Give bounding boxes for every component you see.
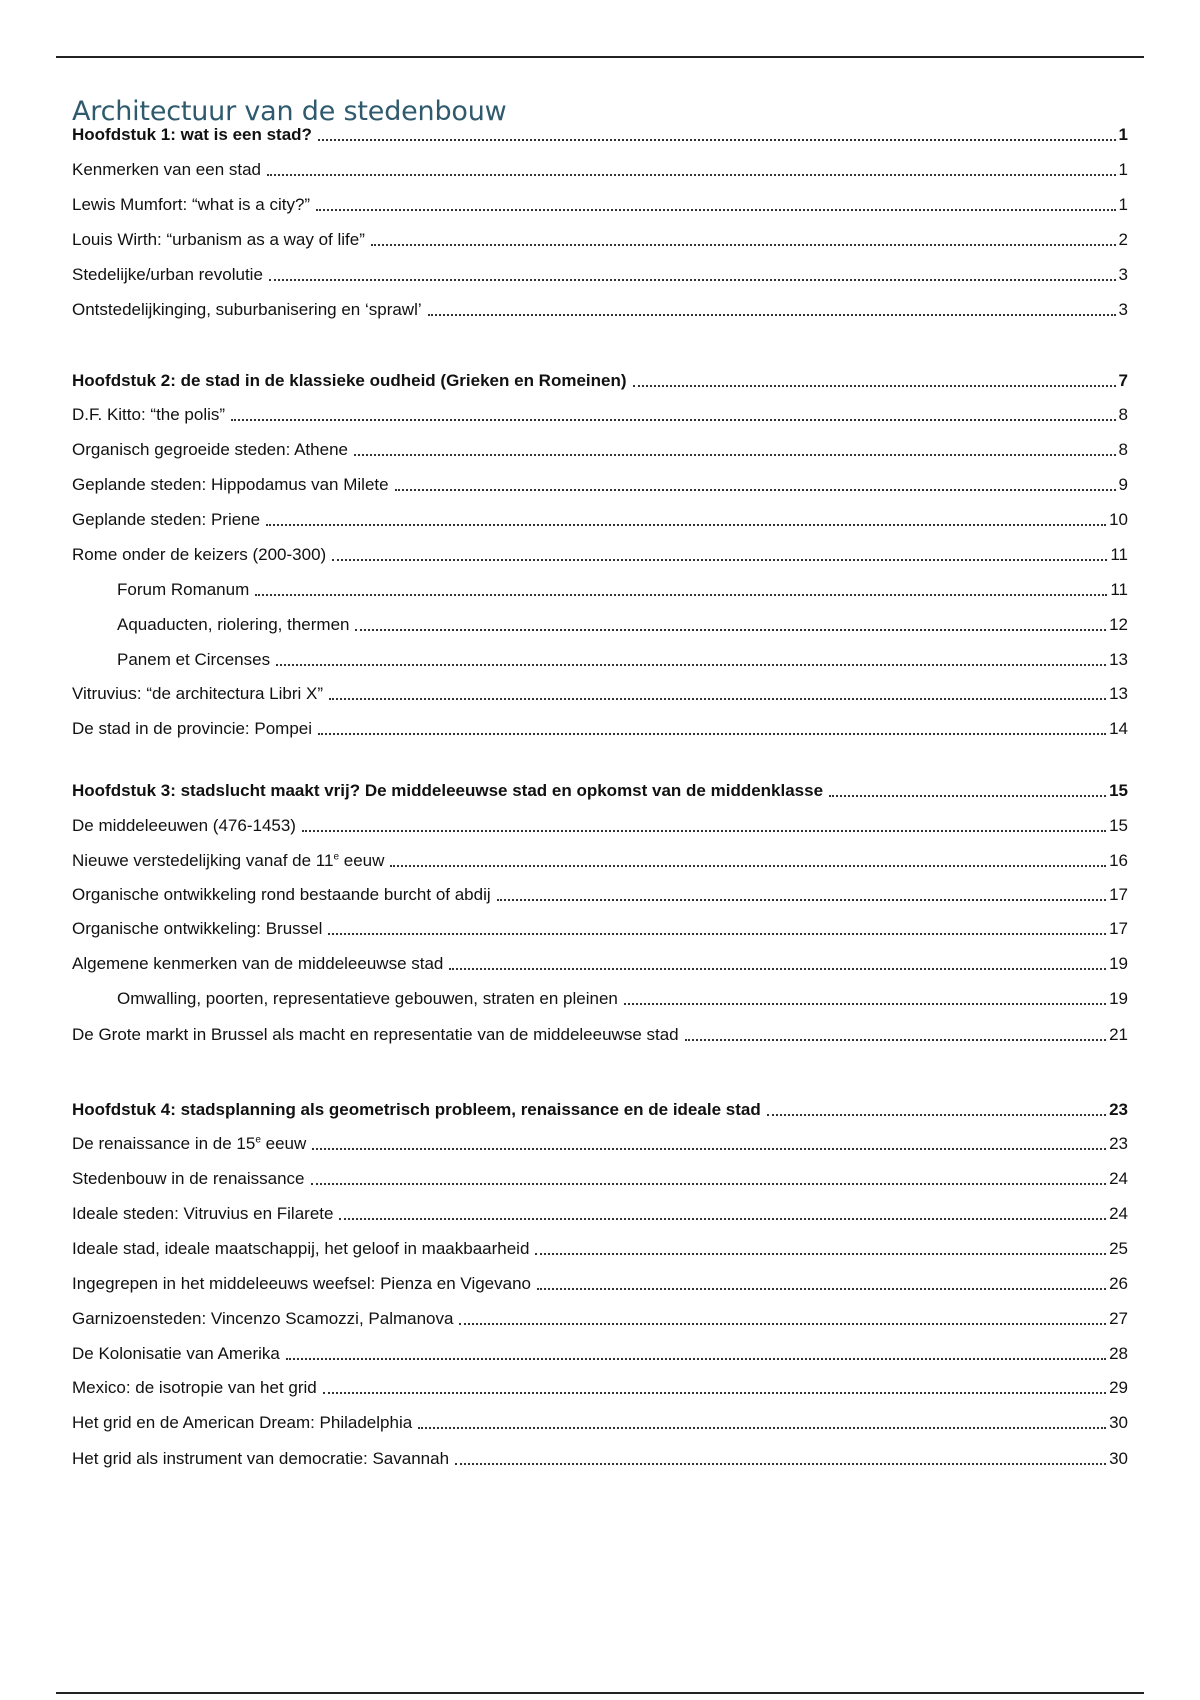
toc-dot-leader <box>685 1039 1106 1041</box>
toc-entry-text: Stedelijke/urban revolutie <box>72 265 263 284</box>
toc-dot-leader <box>633 385 1116 387</box>
toc-entry-text: Forum Romanum <box>117 580 250 599</box>
toc-section-entry[interactable] <box>72 1019 1128 1045</box>
toc-dot-leader <box>449 968 1106 970</box>
toc-section-entry[interactable] <box>72 1163 1128 1189</box>
toc-dot-leader <box>428 314 1116 316</box>
toc-chapter-entry[interactable] <box>72 775 1128 801</box>
toc-page-number: 17 <box>1109 885 1128 904</box>
toc-dot-leader <box>269 279 1116 281</box>
toc-entry-title <box>72 816 302 836</box>
toc-entry-text: Kenmerken van een stad <box>72 160 262 179</box>
toc-dot-leader <box>459 1323 1106 1325</box>
toc-page-number: 24 <box>1109 1169 1128 1188</box>
toc-page-number: 25 <box>1109 1239 1128 1258</box>
toc-entry-title <box>72 1204 339 1224</box>
toc-dot-leader <box>829 795 1106 797</box>
toc-entry-title <box>72 1378 323 1398</box>
toc-chapter-entry[interactable] <box>72 1094 1128 1120</box>
toc-page-number: 8 <box>1118 440 1128 459</box>
toc-page-number: 7 <box>1118 371 1128 390</box>
toc-page-number: 24 <box>1109 1204 1128 1223</box>
toc-entry-text: Organisch gegroeide steden: Athene <box>72 440 348 459</box>
toc-entry-text: De renaissance in de 15 <box>72 1134 256 1153</box>
toc-entry-title <box>72 125 318 145</box>
toc-entry-superscript: e <box>333 851 340 863</box>
toc-entry-title <box>72 195 316 215</box>
toc-section-entry[interactable] <box>72 189 1128 215</box>
toc-entry-text: Organische ontwikkeling: Brussel <box>72 919 323 938</box>
toc-section-entry[interactable] <box>72 469 1128 495</box>
toc-entry-text: Louis Wirth: “urbanism as a way of life” <box>72 230 365 249</box>
toc-entry-title <box>72 265 269 285</box>
toc-entry-title <box>72 1309 459 1329</box>
toc-dot-leader <box>332 559 1107 561</box>
toc-page-number: 30 <box>1109 1413 1128 1432</box>
toc-entry-text: Vitruvius: “de architectura Libri X” <box>72 684 324 703</box>
toc-entry-text: Ideale steden: Vitruvius en Filarete <box>72 1204 334 1223</box>
toc-page-number: 15 <box>1109 781 1128 800</box>
footer-rule <box>56 1692 1144 1694</box>
toc-page-number: 23 <box>1109 1134 1128 1153</box>
toc-entry-title <box>117 650 276 670</box>
toc-entry-title <box>72 160 267 180</box>
toc-entry-text: Ingegrepen in het middeleeuws weefsel: Pienza en Vigevano <box>72 1274 531 1293</box>
toc-page-number: 9 <box>1118 475 1128 494</box>
toc-dot-leader <box>255 594 1107 596</box>
toc-section-entry[interactable] <box>72 845 1128 871</box>
toc-page-number: 13 <box>1109 650 1128 669</box>
toc-page-number: 2 <box>1118 230 1128 249</box>
toc-section-entry[interactable] <box>72 678 1128 704</box>
toc-page-number: 1 <box>1118 125 1128 144</box>
toc-section-entry[interactable] <box>72 913 1128 939</box>
toc-entry-text: D.F. Kitto: “the polis” <box>72 405 226 424</box>
toc-entry-text: Het grid als instrument van democratie: Savannah <box>72 1449 450 1468</box>
toc-dot-leader <box>371 244 1116 246</box>
toc-page-number: 15 <box>1109 816 1128 835</box>
toc-dot-leader <box>354 454 1116 456</box>
toc-page-number: 12 <box>1109 615 1128 634</box>
toc-page-number: 3 <box>1118 300 1128 319</box>
toc-entry-title <box>117 615 355 635</box>
toc-entry-text: Organische ontwikkeling rond bestaande burcht of abdij <box>72 885 491 904</box>
toc-section-entry[interactable] <box>72 1268 1128 1294</box>
toc-entry-title <box>72 919 328 939</box>
toc-entry-title <box>72 1449 455 1469</box>
toc-entry-title <box>72 371 633 391</box>
toc-entry-title <box>72 230 371 250</box>
toc-page-number: 1 <box>1118 195 1128 214</box>
toc-entry-title <box>72 851 390 871</box>
document-title: Architectuur van de stedenbouw <box>72 96 507 127</box>
toc-page-number: 16 <box>1109 851 1128 870</box>
toc-dot-leader <box>311 1183 1107 1185</box>
toc-entry-title <box>72 1239 535 1259</box>
toc-dot-leader <box>418 1427 1106 1429</box>
toc-entry-title <box>72 1274 537 1294</box>
toc-dot-leader <box>318 139 1116 141</box>
toc-entry-title <box>72 1100 767 1120</box>
toc-entry-text: Ideale stad, ideale maatschappij, het geloof in maakbaarheid <box>72 1239 530 1258</box>
toc-dot-leader <box>318 733 1106 735</box>
toc-section-entry[interactable] <box>72 810 1128 836</box>
toc-section-entry[interactable] <box>72 1372 1128 1398</box>
toc-dot-leader <box>339 1218 1106 1220</box>
toc-section-entry[interactable] <box>72 1128 1128 1154</box>
toc-section-entry[interactable] <box>72 224 1128 250</box>
toc-page-number: 13 <box>1109 684 1128 703</box>
toc-entry-title <box>72 1169 311 1189</box>
toc-section-entry[interactable] <box>72 504 1128 530</box>
toc-dot-leader <box>329 698 1106 700</box>
toc-entry-title <box>72 405 231 425</box>
toc-subsection-entry[interactable] <box>117 609 1128 635</box>
toc-section-entry[interactable] <box>72 879 1128 905</box>
toc-dot-leader <box>276 664 1106 666</box>
toc-entry-text: Hoofdstuk 4: stadsplanning als geometrisch probleem, renaissance en de ideale stad <box>72 1100 761 1119</box>
toc-section-entry[interactable] <box>72 1338 1128 1364</box>
toc-dot-leader <box>323 1392 1106 1394</box>
toc-section-entry[interactable] <box>72 1198 1128 1224</box>
toc-entry-title <box>72 1134 312 1154</box>
toc-section-entry[interactable] <box>72 948 1128 974</box>
toc-dot-leader <box>535 1253 1106 1255</box>
toc-section-entry[interactable] <box>72 1233 1128 1259</box>
toc-dot-leader <box>390 865 1106 867</box>
toc-page-number: 11 <box>1110 580 1128 599</box>
toc-entry-text: Aquaducten, riolering, thermen <box>117 615 350 634</box>
toc-section-entry[interactable] <box>72 1303 1128 1329</box>
toc-entry-text: Rome onder de keizers (200-300) <box>72 545 327 564</box>
toc-page-number: 21 <box>1109 1025 1128 1044</box>
toc-entry-title <box>72 1025 685 1045</box>
toc-page-number: 19 <box>1109 954 1128 973</box>
toc-entry-title <box>117 989 624 1009</box>
toc-section-entry[interactable] <box>72 154 1128 180</box>
header-rule <box>56 56 1144 58</box>
toc-section-entry[interactable] <box>72 259 1128 285</box>
toc-entry-text: Algemene kenmerken van de middeleeuwse stad <box>72 954 444 973</box>
toc-dot-leader <box>231 419 1115 421</box>
toc-entry-text: Geplande steden: Hippodamus van Milete <box>72 475 389 494</box>
toc-dot-leader <box>395 489 1116 491</box>
toc-entry-title <box>72 719 318 739</box>
toc-entry-text: Ontstedelijkinging, suburbanisering en ‘sprawl’ <box>72 300 422 319</box>
toc-page-number: 1 <box>1118 160 1128 179</box>
toc-subsection-entry[interactable] <box>117 574 1128 600</box>
toc-entry-text: Geplande steden: Priene <box>72 510 261 529</box>
toc-dot-leader <box>497 899 1106 901</box>
toc-page-number: 23 <box>1109 1100 1128 1119</box>
toc-dot-leader <box>537 1288 1106 1290</box>
toc-entry-title <box>72 781 829 801</box>
toc-page-number: 3 <box>1118 265 1128 284</box>
toc-entry-text: De Grote markt in Brussel als macht en representatie van de middeleeuwse stad <box>72 1025 679 1044</box>
toc-section-entry[interactable] <box>72 399 1128 425</box>
toc-dot-leader <box>767 1114 1106 1116</box>
toc-chapter-entry[interactable] <box>72 119 1128 145</box>
toc-page-number: 28 <box>1109 1344 1128 1363</box>
toc-dot-leader <box>624 1003 1106 1005</box>
toc-entry-title <box>72 1344 286 1364</box>
toc-page-number: 29 <box>1109 1378 1128 1397</box>
toc-entry-text: Het grid en de American Dream: Philadelphia <box>72 1413 413 1432</box>
toc-page-number: 26 <box>1109 1274 1128 1293</box>
toc-subsection-entry[interactable] <box>117 983 1128 1009</box>
toc-entry-text-suffix: eeuw <box>339 851 385 870</box>
toc-dot-leader <box>328 933 1106 935</box>
toc-dot-leader <box>267 174 1116 176</box>
toc-entry-text: Stedenbouw in de renaissance <box>72 1169 305 1188</box>
toc-entry-text: De middeleeuwen (476-1453) <box>72 816 296 835</box>
toc-entry-text: Panem et Circenses <box>117 650 271 669</box>
toc-entry-text: Omwalling, poorten, representatieve gebouwen, straten en pleinen <box>117 989 618 1008</box>
toc-dot-leader <box>312 1148 1106 1150</box>
toc-page-number: 11 <box>1110 545 1128 564</box>
toc-entry-text: Hoofdstuk 2: de stad in de klassieke oudheid (Grieken en Romeinen) <box>72 371 627 390</box>
toc-entry-text: Hoofdstuk 3: stadslucht maakt vrij? De middeleeuwse stad en opkomst van de middenklasse <box>72 781 824 800</box>
toc-entry-title <box>72 440 354 460</box>
toc-page-number: 14 <box>1109 719 1128 738</box>
toc-entry-title <box>72 510 266 530</box>
toc-entry-text-suffix: eeuw <box>260 1134 307 1153</box>
toc-entry-title <box>72 954 449 974</box>
toc-entry-title <box>72 475 395 495</box>
toc-entry-title <box>72 1413 418 1433</box>
toc-dot-leader <box>355 629 1106 631</box>
toc-section-entry[interactable] <box>72 1407 1128 1433</box>
toc-entry-title <box>72 300 428 320</box>
toc-dot-leader <box>286 1358 1106 1360</box>
toc-page-number: 27 <box>1109 1309 1128 1328</box>
toc-entry-text: Hoofdstuk 1: wat is een stad? <box>72 125 312 144</box>
toc-section-entry[interactable] <box>72 434 1128 460</box>
toc-section-entry[interactable] <box>72 539 1128 565</box>
toc-entry-title <box>117 580 255 600</box>
toc-page-number: 30 <box>1109 1449 1128 1468</box>
toc-dot-leader <box>266 524 1106 526</box>
toc-section-entry[interactable] <box>72 294 1128 320</box>
toc-entry-title <box>72 684 329 704</box>
toc-subsection-entry[interactable] <box>117 644 1128 670</box>
toc-entry-text: De stad in de provincie: Pompei <box>72 719 313 738</box>
toc-chapter-entry[interactable] <box>72 365 1128 391</box>
toc-entry-text: Garnizoensteden: Vincenzo Scamozzi, Palmanova <box>72 1309 454 1328</box>
toc-entry-text: Mexico: de isotropie van het grid <box>72 1378 317 1397</box>
toc-page-number: 10 <box>1109 510 1128 529</box>
toc-entry-text: De Kolonisatie van Amerika <box>72 1344 280 1363</box>
toc-entry-text: Lewis Mumfort: “what is a city?” <box>72 195 311 214</box>
toc-dot-leader <box>316 209 1115 211</box>
toc-entry-title <box>72 545 332 565</box>
toc-section-entry[interactable] <box>72 1443 1128 1469</box>
toc-section-entry[interactable] <box>72 713 1128 739</box>
toc-page-number: 17 <box>1109 919 1128 938</box>
toc-entry-superscript: e <box>255 1134 261 1146</box>
toc-page-number: 19 <box>1109 989 1128 1008</box>
toc-entry-title <box>72 885 497 905</box>
toc-entry-text: Nieuwe verstedelijking vanaf de 11 <box>72 851 334 870</box>
toc-page-number: 8 <box>1118 405 1128 424</box>
toc-dot-leader <box>455 1463 1106 1465</box>
toc-dot-leader <box>302 830 1106 832</box>
